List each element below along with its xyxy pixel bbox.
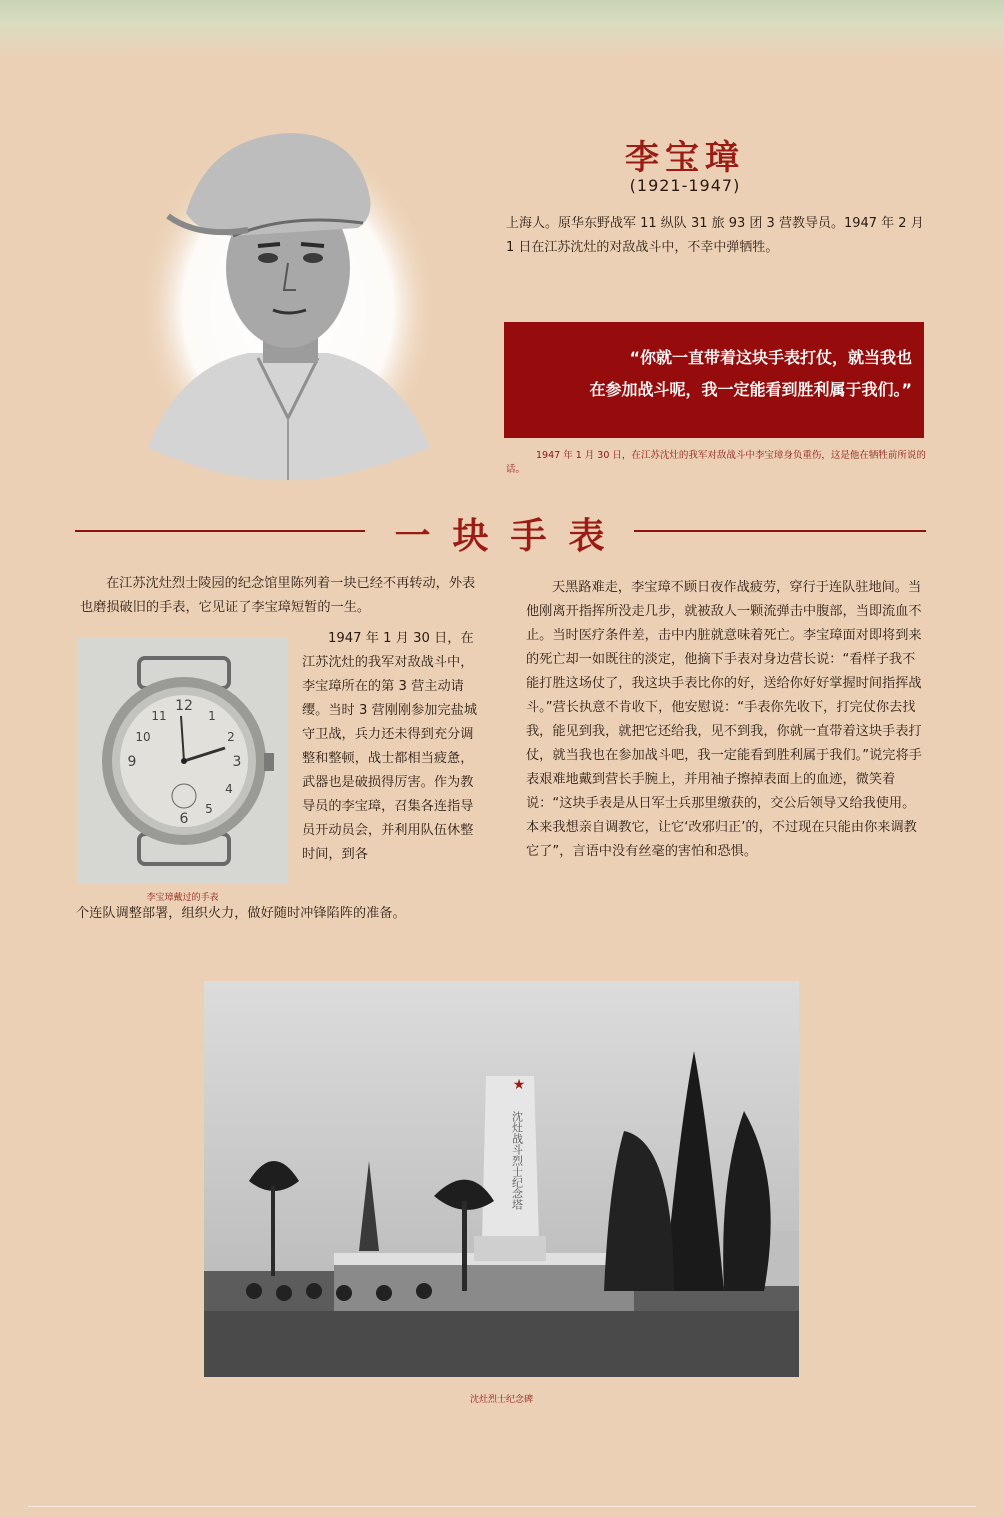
left-paragraph-2: 1947 年 1 月 30 日，在江苏沈灶的我军对敌战斗中，李宝璋所在的第 3 营主动请缨。当时 3 营刚刚参加完盐城守卫战，兵力还未得到充分调整和整顿，战士都相当疲惫，武器也是破损得厉害。作为教导员的李宝璋，召集各连指导员开动员会，并利用队伍休整时间，到各 bbox=[302, 631, 478, 862]
left-column-end bbox=[76, 902, 476, 926]
svg-text:6: 6 bbox=[179, 811, 189, 827]
svg-text:4: 4 bbox=[225, 782, 233, 796]
svg-text:3: 3 bbox=[232, 754, 242, 770]
svg-text:1: 1 bbox=[208, 709, 216, 723]
memorial-caption: 沈灶烈士纪念碑 bbox=[469, 1395, 533, 1405]
section-rule-right bbox=[634, 530, 926, 532]
memorial-photo bbox=[204, 981, 799, 1377]
watch-photo bbox=[77, 638, 288, 884]
left-column-intro bbox=[80, 572, 480, 620]
quote-box bbox=[504, 322, 924, 438]
svg-text:11: 11 bbox=[151, 709, 167, 723]
svg-text:10: 10 bbox=[135, 730, 151, 744]
svg-text:12: 12 bbox=[175, 698, 193, 714]
svg-text:9: 9 bbox=[127, 754, 137, 770]
svg-text:5: 5 bbox=[205, 802, 213, 816]
bottom-rule bbox=[28, 1506, 976, 1507]
quote-line-1: “你就一直带着这块手表打仗，就当我也 bbox=[629, 348, 912, 367]
person-years: (1921-1947) bbox=[629, 176, 741, 195]
quote-text bbox=[522, 342, 912, 406]
watch-caption: 李宝璋戴过的手表 bbox=[146, 893, 219, 903]
svg-text:2: 2 bbox=[227, 730, 235, 744]
quote-line-2: 在参加战斗呢，我一定能看到胜利属于我们。” bbox=[589, 380, 912, 399]
section-rule-left bbox=[75, 530, 365, 532]
left-paragraph-2-end: 个连队调整部署，组织火力，做好随时冲锋陷阵的准备。 bbox=[76, 906, 406, 921]
svg-text:★: ★ bbox=[512, 1077, 526, 1093]
section-title: 一块手表 bbox=[394, 516, 627, 557]
monument-inscription: 沈灶战斗烈士纪念塔 bbox=[510, 1111, 524, 1210]
person-name: 李宝璋 bbox=[625, 138, 745, 178]
left-paragraph-1: 在江苏沈灶烈士陵园的纪念馆里陈列着一块已经不再转动，外表也磨损破旧的手表，它见证了李宝璋短暂的一生。 bbox=[80, 576, 476, 615]
right-column bbox=[526, 576, 926, 864]
top-decorative-band bbox=[0, 0, 1004, 60]
left-column-wrap bbox=[302, 627, 480, 867]
right-paragraph: 天黑路难走，李宝璋不顾日夜作战疲劳，穿行于连队驻地间。当他刚离开指挥所没走几步，就被敌人一颗流弹击中腹部，当即流血不止。当时医疗条件差，击中内脏就意味着死亡。李宝璋面对即将到来的死亡却一如既往的淡定，他摘下手表对身边营长说：“看样子我不能打胜这场仗了，我这块手表比你的好，送给你好好掌握时间指挥战斗。”营长执意不肯收下，他安慰说：“手表你先收下，打完仗你去找我，能见到我，就把它还给我，见不到我，你就一直带着这块手表打仗，就当我也在参加战斗吧，我一定能看到胜利属于我们。”说完将手表艰难地戴到营长手腕上，并用袖子擦掉表面上的血迹，微笑着说：“这块手表是从日军士兵那里缴获的，交公后领导又给我使用。本来我想亲自调教它，让它‘改邪归正’的，不过现在只能由你来调教它了”，言语中没有丝毫的害怕和恐惧。 bbox=[526, 580, 922, 859]
quote-caption: 1947 年 1 月 30 日，在江苏沈灶的我军对敌战斗中李宝璋身负重伤，这是他在牺牲前所说的话。 bbox=[506, 450, 926, 475]
portrait-photo bbox=[138, 118, 438, 483]
person-bio: 上海人。原华东野战军 11 纵队 31 旅 93 团 3 营教导员。1947 年 2 月 1 日在江苏沈灶的对敌战斗中，不幸中弹牺牲。 bbox=[506, 216, 924, 255]
